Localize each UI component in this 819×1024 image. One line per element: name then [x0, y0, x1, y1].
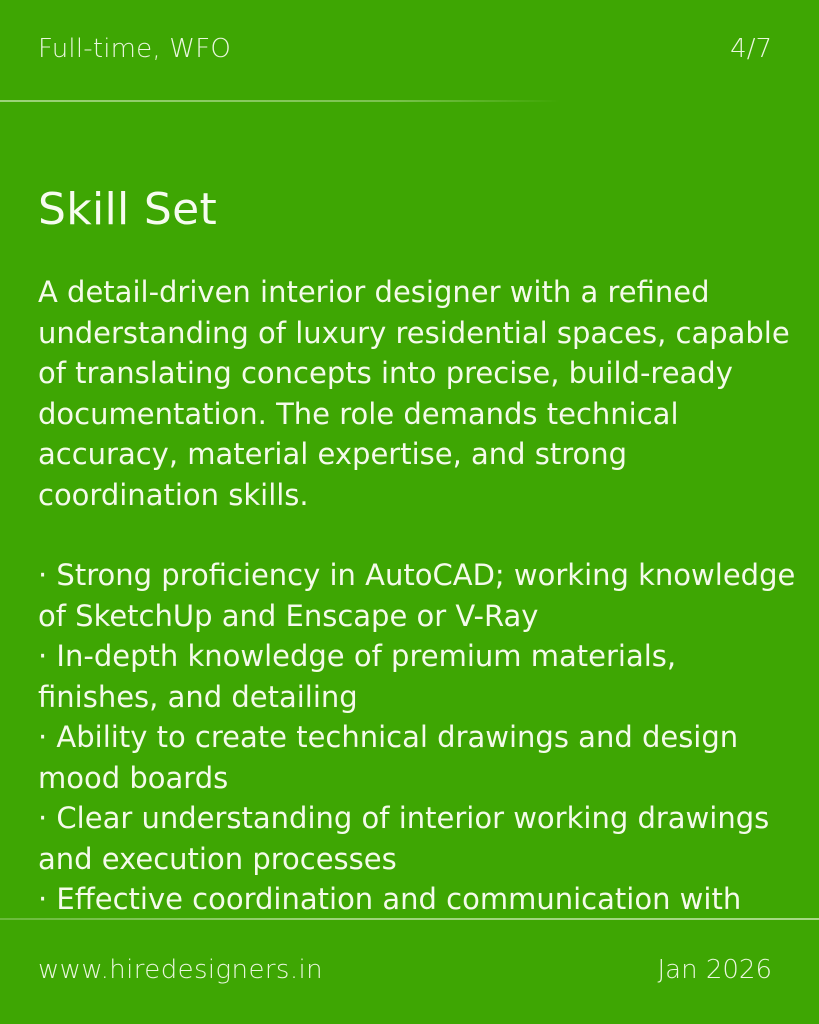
website-link[interactable]: www.hiredesigners.in [38, 955, 324, 985]
intro-paragraph [38, 272, 798, 515]
job-type-label: Full-time, WFO [38, 34, 232, 64]
skill-item: · Strong proficiency in AutoCAD; working knowledge of SketchUp and Enscape or V-Ray [38, 558, 796, 633]
top-divider [0, 100, 560, 102]
skill-list [38, 555, 798, 920]
skill-item: · Clear understanding of interior working drawings and execution processes [38, 801, 770, 876]
section-body [38, 272, 798, 920]
bottom-divider [0, 918, 819, 920]
intro-text: A detail-driven interior designer with a refined understanding of luxury residential spaces, capable of translating concepts into precise, build-ready documentation. The role demands technical accuracy, material expertise, and strong coordination skills. [38, 275, 790, 512]
skill-item: · In-depth knowledge of premium materials, finishes, and detailing [38, 639, 677, 714]
page-indicator: 4/7 [730, 34, 772, 64]
post-date: Jan 2026 [657, 955, 772, 985]
section-title: Skill Set [38, 184, 218, 235]
skill-item: · Ability to create technical drawings and design mood boards [38, 720, 739, 795]
skill-item: · Effective coordination and communication with [38, 882, 742, 916]
